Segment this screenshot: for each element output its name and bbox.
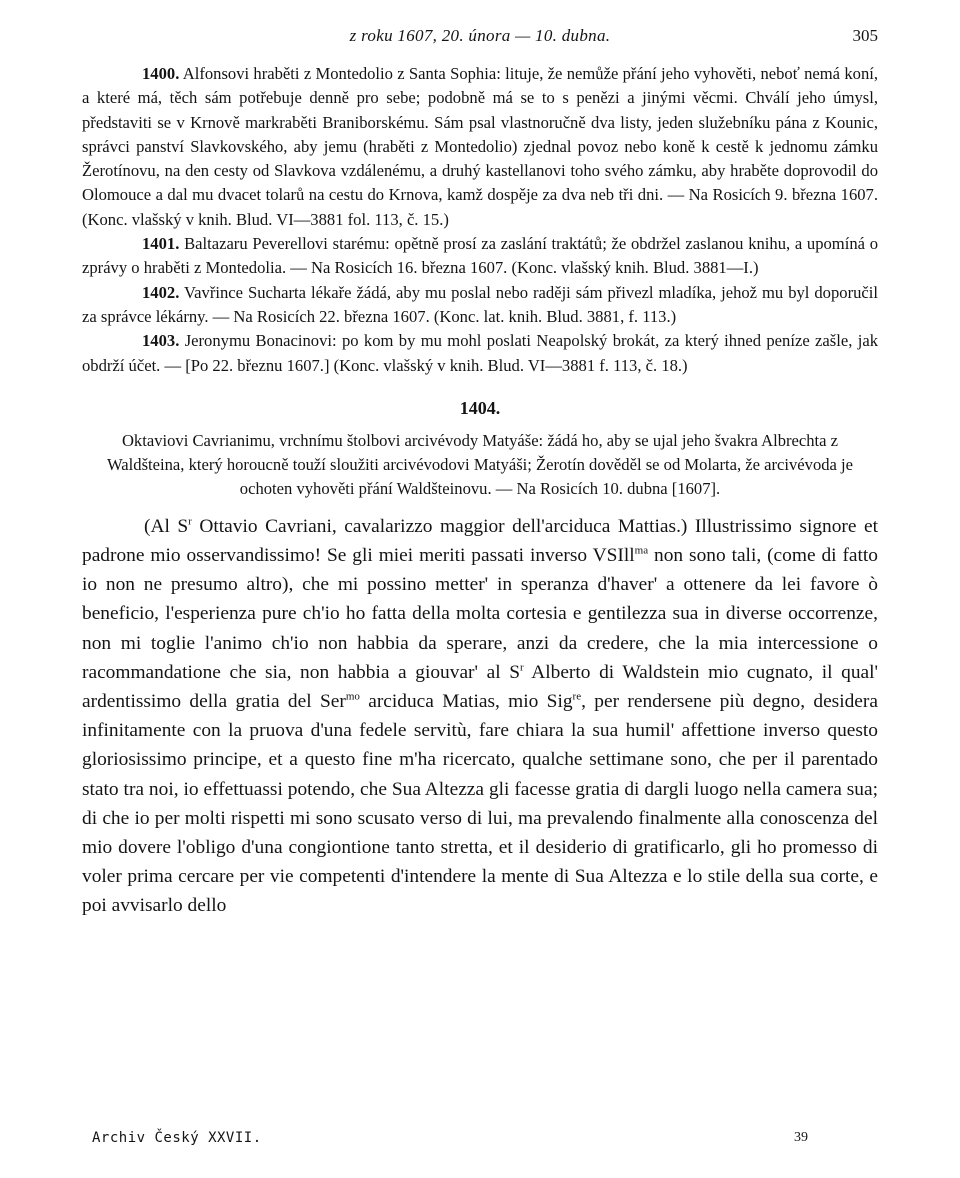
entry-number: 1401. xyxy=(142,234,180,254)
entry-text: Baltazaru Peverellovi starému: opětně prosí za zaslání traktátů; že obdržel zaslanou knihu, a upomíná o zprávy o hraběti z Montedolia. — Na Rosicích 16. března 1607. (Konc. vlašský knih. Blud. 3881—I.) xyxy=(82,234,878,278)
superscript: r xyxy=(188,515,192,528)
letter-summary: Oktaviovi Cavrianimu, vrchnímu štolbovi arcivévody Matyáše: žádá ho, aby se ujal jeho švakra Albrechta z Waldšteina, který horoucně touží sloužiti arcivévodovi Matyáši; Žerotín dověděl se od Molarta, že arcivévoda je ochoten vyhověti přání Waldšteinovu. — Na Rosicích 10. dubna [1607]. xyxy=(106,430,854,499)
entry-number: 1400. xyxy=(142,64,180,83)
superscript: ma xyxy=(634,544,649,557)
letter-number: 1404. xyxy=(459,397,501,418)
letter-text: non sono tali, (come di fatto io non ne presumo altro), che mi possino metter' in speranza d'haver' a ottenere da lei favore ò beneficio, l'esperienza pure ch'io ho fatta della molta cortesia e gentilezza sua in diverse occorrenze, non mi toglie l'animo ch'io non habbia da sperare, anzi da credere, che la mia intercessione o racommandatione che sia, non habbia a giouvar' al S xyxy=(82,544,878,683)
running-title: z roku 1607, 20. února — 10. dubna. xyxy=(349,26,611,45)
letter-body xyxy=(82,512,878,921)
entry-1402 xyxy=(82,281,878,330)
letter-text: Alberto di Waldstein mio cugnato, il qual' ardentissimo della gratia del Ser xyxy=(82,661,878,712)
running-header xyxy=(82,26,878,52)
superscript: re xyxy=(572,690,582,703)
page-number: 305 xyxy=(852,26,878,45)
entry-number: 1403. xyxy=(142,331,180,351)
page xyxy=(82,26,878,921)
letter-text: Ottavio Cavriani, cavalarizzo maggior dell'arciduca Mattias.) Illustrissimo signore et padrone mio osservandissimo! Se gli miei meriti passati inverso VSIll xyxy=(82,515,879,566)
sheet-number: 39 xyxy=(794,1130,808,1145)
letter-text: arciduca Matias, mio Sig xyxy=(359,690,573,712)
letter-text: (Al S xyxy=(144,515,189,537)
superscript: r xyxy=(520,661,524,674)
letter-text: , per rendersene più degno, desidera infinitamente con la pruova d'una fedele servitù, fare chiara la sua humil' affettione inverso questo gloriosissimo principe, et a questo fine m'ha ricercato, qualche settimane sono, che per il parentado stato tra noi, io effettuassi potendo, che Sua Altezza gli facesse gratia di dargli luogo nella camera sua; di che io per molti rispetti mi sono scusato verso di lui, ma prevalendo finalmente alla conoscenza del mio dovere l'obligo d'una congiontione tanto stretta, et il desiderio di gratificarlo, gli ho promesso di voler prima cercare per vie competenti d'intendere la mente di Sua Altezza e lo stile della sua corte, e poi avvisarlo dello xyxy=(82,690,878,917)
entry-1401 xyxy=(82,232,878,281)
entry-text: Alfonsovi hraběti z Montedolio z Santa Sophia: lituje, že nemůže přání jeho vyhověti, neboť nemá koní, a které má, těch sám potřebuje denně pro sebe; podobně má se to s penězi a jinými věcmi. Chválí jeho úmysl, představiti se v Krnově markraběti Braniborskému. Sám psal vlastnoručně dva listy, jeden služebníku pána z Kounic, správci panství Slavkovského, aby jemu (hraběti z Montedolio) zjednal povoz nebo koně k cestě k jednomu zámku Žerotínovu, na den cesty od Slavkova vzdálenému, a druhý kastellanovi toho svého zámku, aby hraběte doprovodil do Olomouce a dal mu dvacet tolarů na cestu do Krnova, kamž dospěje za dva neb tři dni. — Na Rosicích 9. března 1607. (Konc. vlašský v knih. Blud. VI—3881 fol. 113, č. 15.) xyxy=(82,64,878,229)
entry-text: Jeronymu Bonacinovi: po kom by mu mohl poslati Neapolský brokát, za který ihned peníze zašle, jak obdrží účet. — [Po 22. březnu 1607.] (Konc. vlašský v knih. Blud. VI—3881 f. 113, č. 18.) xyxy=(82,331,878,375)
page-footer xyxy=(92,1130,808,1147)
entry-text: Vavřince Sucharta lékaře žádá, aby mu poslal nebo raději sám přivezl mladíka, jehož mu byl doporučil za správce lékárny. — Na Rosicích 22. března 1607. (Konc. lat. knih. Blud. 3881, f. 113.) xyxy=(82,282,878,326)
entry-number: 1402. xyxy=(142,282,180,302)
superscript: mo xyxy=(345,690,360,703)
entry-1400 xyxy=(82,62,878,232)
signature-mark: Archiv Český XXVII. xyxy=(92,1130,262,1146)
entry-1403 xyxy=(82,329,878,378)
